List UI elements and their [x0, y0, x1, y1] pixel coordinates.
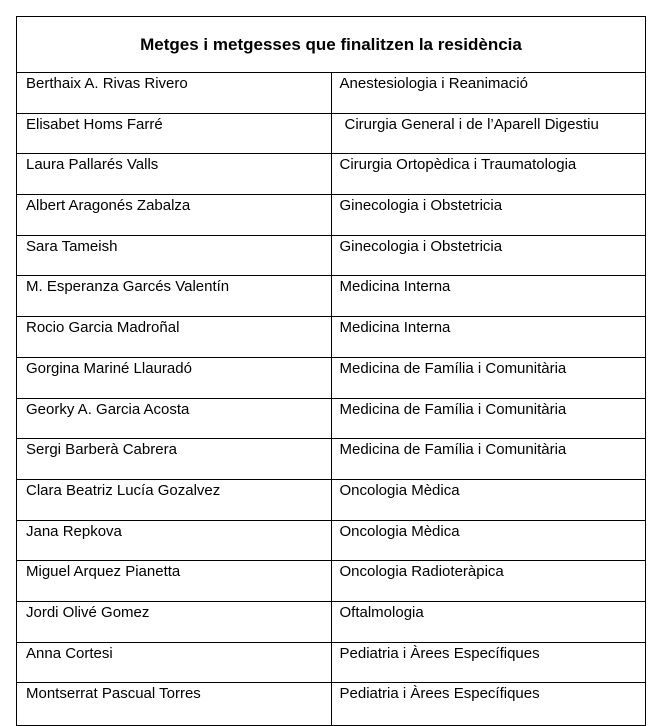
- doctor-name: Anna Cortesi: [17, 642, 332, 683]
- doctor-name: Albert Aragonés Zabalza: [17, 195, 332, 236]
- specialty: Cirurgia Ortopèdica i Traumatologia: [331, 154, 646, 195]
- table-row: [17, 683, 646, 726]
- specialty: Medicina de Família i Comunitària: [331, 439, 646, 480]
- specialty: Pediatria i Àrees Específiques: [331, 642, 646, 683]
- specialty: Ginecologia i Obstetricia: [331, 235, 646, 276]
- doctor-name: M. Esperanza Garcés Valentín: [17, 276, 332, 317]
- doctor-name: Sergi Barberà Cabrera: [17, 439, 332, 480]
- doctor-name: Elisabet Homs Farré: [17, 113, 332, 154]
- doctor-name: Jana Repkova: [17, 520, 332, 561]
- specialty: Medicina de Família i Comunitària: [331, 357, 646, 398]
- doctor-name: Rocio Garcia Madroñal: [17, 317, 332, 358]
- doctor-name: Montserrat Pascual Torres: [17, 683, 332, 726]
- doctor-name: Berthaix A. Rivas Rivero: [17, 73, 332, 114]
- table-title-row: [17, 17, 646, 73]
- doctor-name: Sara Tameish: [17, 235, 332, 276]
- specialty: Anestesiologia i Reanimació: [331, 73, 646, 114]
- specialty: Medicina Interna: [331, 276, 646, 317]
- table-row: [17, 235, 646, 276]
- specialty: Oftalmologia: [331, 601, 646, 642]
- table-row: [17, 276, 646, 317]
- specialty: Medicina de Família i Comunitària: [331, 398, 646, 439]
- specialty: Medicina Interna: [331, 317, 646, 358]
- table-title: Metges i metgesses que finalitzen la residència: [17, 17, 646, 73]
- doctor-name: Jordi Olivé Gomez: [17, 601, 332, 642]
- specialty: Pediatria i Àrees Específiques: [331, 683, 646, 726]
- specialty: Oncologia Mèdica: [331, 520, 646, 561]
- table-row: [17, 357, 646, 398]
- table-row: [17, 642, 646, 683]
- table-row: [17, 561, 646, 602]
- table-row: [17, 73, 646, 114]
- table-row: [17, 479, 646, 520]
- residents-table: [16, 16, 646, 726]
- table-row: [17, 113, 646, 154]
- specialty: Cirurgia General i de l’Aparell Digestiu: [331, 113, 646, 154]
- table-row: [17, 601, 646, 642]
- specialty: Oncologia Radioteràpica: [331, 561, 646, 602]
- specialty: Ginecologia i Obstetricia: [331, 195, 646, 236]
- doctor-name: Clara Beatriz Lucía Gozalvez: [17, 479, 332, 520]
- table-row: [17, 439, 646, 480]
- table-row: [17, 520, 646, 561]
- table-row: [17, 398, 646, 439]
- doctor-name: Gorgina Mariné Llauradó: [17, 357, 332, 398]
- doctor-name: Georky A. Garcia Acosta: [17, 398, 332, 439]
- doctor-name: Laura Pallarés Valls: [17, 154, 332, 195]
- doctor-name: Miguel Arquez Pianetta: [17, 561, 332, 602]
- table-row: [17, 317, 646, 358]
- table-row: [17, 195, 646, 236]
- specialty: Oncologia Mèdica: [331, 479, 646, 520]
- table-row: [17, 154, 646, 195]
